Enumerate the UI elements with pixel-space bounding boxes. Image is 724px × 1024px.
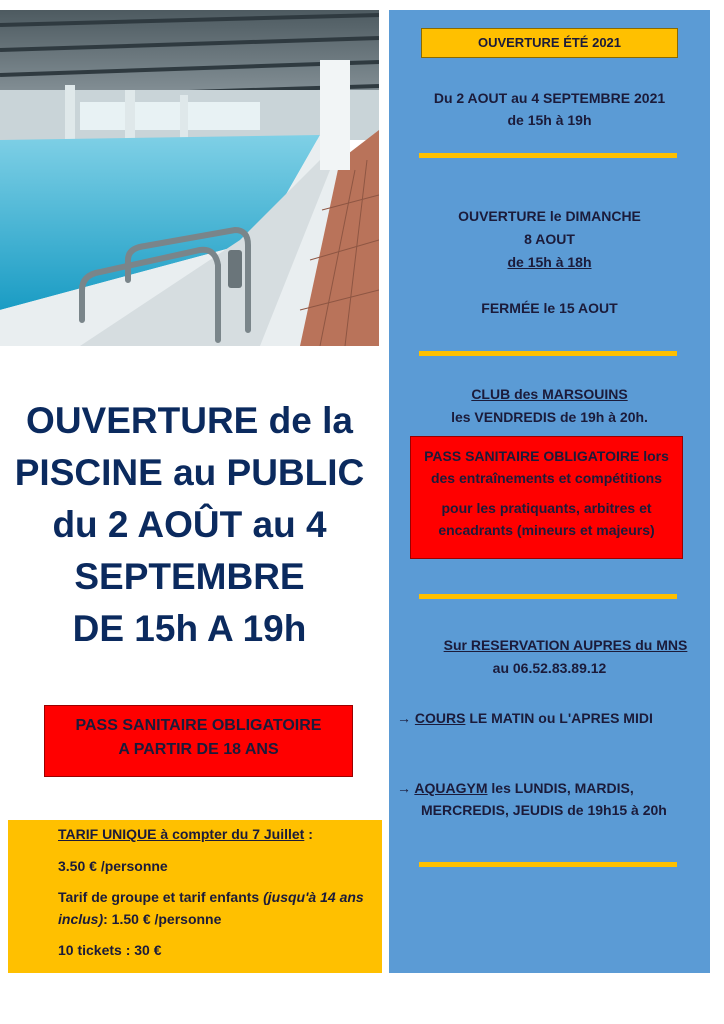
sunday-line-1: OUVERTURE le DIMANCHE xyxy=(458,208,641,224)
club-pass-line-4: encadrants (mineurs et majeurs) xyxy=(438,522,655,538)
reservation-phone: au 06.52.83.89.12 xyxy=(492,660,607,676)
tarif-group-suffix: : 1.50 € /personne xyxy=(103,911,222,927)
separator-4 xyxy=(419,862,677,867)
reservation-title: Sur RESERVATION AUPRES du MNS xyxy=(443,637,688,653)
headline-line-2: PISCINE au PUBLIC xyxy=(14,452,365,493)
dates-line-1: Du 2 AOUT au 4 SEPTEMBRE 2021 xyxy=(433,90,666,106)
cours-line xyxy=(397,710,653,726)
club-pass-sanitaire-box xyxy=(410,436,683,559)
arrow-right-icon: → xyxy=(397,780,411,796)
tarif-group-italic: (jusqu'à 14 ans inclus) xyxy=(58,889,364,927)
tarif-group xyxy=(58,886,368,930)
pass-line-1: PASS SANITAIRE OBLIGATOIRE xyxy=(75,717,322,734)
arrow-right-icon: → xyxy=(397,710,411,726)
club-title: CLUB des MARSOUINS xyxy=(471,386,628,402)
sunday-line-2: 8 AOUT xyxy=(524,231,575,247)
pass-sanitaire-box xyxy=(44,705,353,777)
sunday-line-3: de 15h à 18h xyxy=(507,254,592,270)
pool-illustration xyxy=(0,10,379,346)
tarif-group-prefix: Tarif de groupe et tarif enfants xyxy=(58,889,264,905)
headline-line-1: OUVERTURE de la xyxy=(26,400,353,441)
separator-2 xyxy=(419,351,677,356)
cours-rest: LE MATIN ou L'APRES MIDI xyxy=(465,710,653,726)
tarif-box xyxy=(8,820,382,973)
club-pass-line-3: pour les pratiquants, arbitres et xyxy=(441,500,652,516)
separator-1 xyxy=(419,153,677,158)
cours-label: COURS xyxy=(414,710,466,726)
aquagym-line-2: MERCREDIS, JEUDIS de 19h15 à 20h xyxy=(421,802,667,818)
separator-3 xyxy=(419,594,677,599)
club-time: les VENDREDIS de 19h à 20h. xyxy=(451,409,648,425)
aquagym-rest: les LUNDIS, MARDIS, xyxy=(487,780,634,796)
closed-date: FERMÉE le 15 AOUT xyxy=(481,300,618,316)
tarif-price: 3.50 € /personne xyxy=(58,858,168,874)
tarif-tickets: 10 tickets : 30 € xyxy=(58,942,162,958)
tarif-title xyxy=(58,826,382,842)
headline-line-5: DE 15h A 19h xyxy=(72,608,307,649)
summer-opening-label: OUVERTURE ÉTÉ 2021 xyxy=(421,28,678,58)
pass-line-2: A PARTIR DE 18 ANS xyxy=(118,741,279,758)
tarif-title-suffix: : xyxy=(304,826,313,842)
tarif-title-text: TARIF UNIQUE à compter du 7 Juillet xyxy=(58,826,305,842)
aquagym-label: AQUAGYM xyxy=(414,780,488,796)
right-column xyxy=(389,10,710,973)
dates-line-2: de 15h à 19h xyxy=(507,112,592,128)
main-headline xyxy=(0,395,379,655)
headline-line-3: du 2 AOÛT au 4 xyxy=(52,504,327,545)
club-pass-line-2: des entraînements et compétitions xyxy=(430,470,663,486)
headline-line-4: SEPTEMBRE xyxy=(74,556,305,597)
pool-photo xyxy=(0,10,379,346)
aquagym-line xyxy=(397,780,634,796)
club-pass-line-1: PASS SANITAIRE OBLIGATOIRE lors xyxy=(424,448,669,464)
